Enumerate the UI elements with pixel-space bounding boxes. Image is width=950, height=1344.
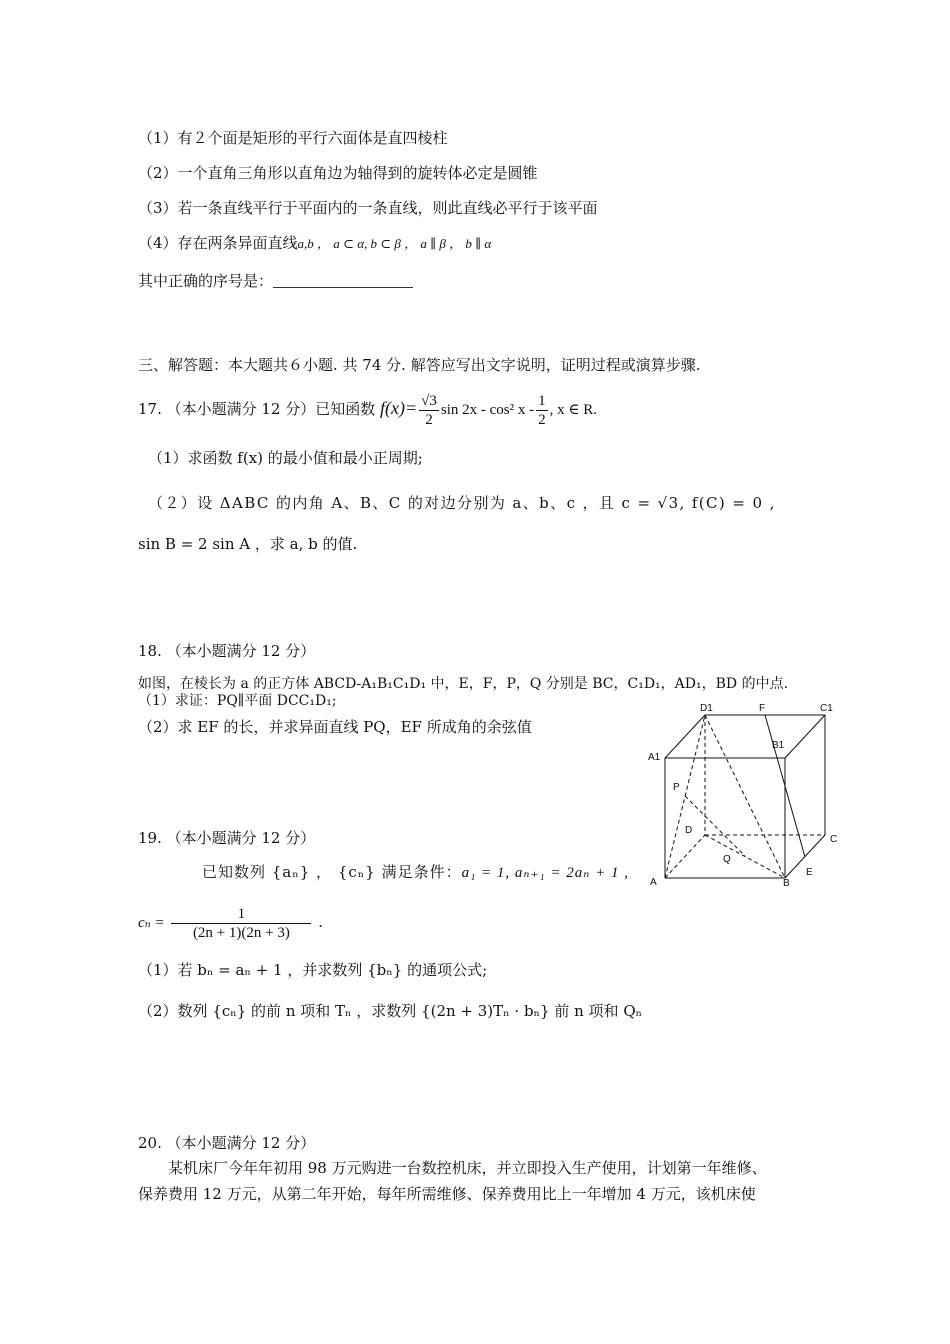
label-D1: D1 [700,703,713,714]
q17-frac-num: √3 [421,392,437,409]
q17-frac-half [536,392,548,429]
q17-frac-den: 2 [425,411,433,428]
q19-part2: （2）数列 {cₙ} 的前 n 项和 Tₙ ，求数列 {(2n + 3)Tₙ · bₙ} 前 n 项和 Qₙ [138,1002,643,1020]
label-C1: C1 [820,703,833,714]
q20-line1: 某机床厂今年年初用 98 万元购进一台数控机床，并立即投入生产使用，计划第一年维修、 [168,1159,767,1177]
q19-cn-def: cₙ = $\frac{1}{(2n + 1)(2n + 3)}$ . [138,905,323,941]
q17-expr-tail: , x ∈ R. [549,402,597,418]
statement-4 [138,233,491,254]
label-B1: B1 [772,740,785,751]
statement-2: （2）一个直角三角形以直角边为轴得到的旋转体必定是圆锥 [138,164,538,182]
answer-prompt: 其中正确的序号是： [138,272,274,290]
q20-line2: 保养费用 12 万元，从第二年开始，每年所需维修、保养费用比上一年增加 4 万元，该机床使 [138,1185,756,1203]
answer-blank[interactable] [273,273,413,288]
label-F: F [759,703,766,714]
q18-heading: 18. （本小题满分 12 分） [138,642,316,660]
q19-conditions [202,862,629,883]
q17-half-num: 1 [538,392,546,409]
label-A: A [650,877,657,888]
answer-line [138,271,413,291]
label-Q: Q [723,854,731,865]
q18-intro: 如图，在棱长为 a 的正方体 ABCD-A₁B₁C₁D₁ 中，E，F，P，Q 分别是 BC，C₁D₁，AD₁，BD 的中点. [138,676,789,692]
q17-heading: 17. （本小题满分 12 分）已知函数 [138,400,376,418]
q19-cn-frac [171,905,311,942]
label-P: P [673,782,680,793]
q19-cn-num: 1 [171,905,311,924]
q17-heading-line [138,386,597,430]
q17-fx: f(x)= [380,398,418,418]
statement-1: （1）有２个面是矩形的平行六面体是直四棱柱 [138,129,448,147]
cube-figure [640,700,850,895]
q17-frac-sqrt3 [419,392,439,429]
q19-cn-lhs: cₙ = [138,915,165,931]
statement-4-prefix: （4）存在两条异面直线 [138,234,298,252]
q19-heading: 19. （本小题满分 12 分） [138,829,316,847]
statement-3: （3）若一条直线平行于平面内的一条直线，则此直线必平行于该平面 [138,199,598,217]
q18-part1: （1）求证：PQ∥平面 DCC₁D₁; [138,693,337,709]
label-A1: A1 [648,752,661,763]
label-C: C [830,834,838,845]
q17-part2a: （２）设 ΔABC 的内角 A、B、C 的对边分别为 a、b、c ，且 c = √3, f(C) = 0 , [148,494,776,512]
q17-part1: （1）求函数 f(x) 的最小值和最小正周期; [148,449,423,467]
q17-half-den: 2 [538,411,546,428]
statement-4-math: a,b ， a ⊂ α, b ⊂ β ， a ∥ β ， b ∥ α [297,236,492,251]
q19-cond-math: a₁ = 1, aₙ₊₁ = 2aₙ + 1 , [461,865,629,881]
label-D: D [685,825,693,836]
q17-part2b: sin B = 2 sin A ，求 a, b 的值. [138,535,358,553]
label-B: B [783,878,790,889]
q17-expr-mid: sin 2x - cos² x - [440,402,535,418]
q18-part2: （2）求 EF 的长，并求异面直线 PQ，EF 所成角的余弦值 [138,718,532,736]
section-header: 三、解答题：本大题共６小题. 共 74 分. 解答应写出文字说明，证明过程或演算步骤. [138,356,701,374]
label-E: E [806,867,813,878]
q19-cond-prefix: 已知数列 {aₙ} ， {cₙ} 满足条件： [202,863,462,881]
q19-cn-den: (2n + 1)(2n + 3) [192,924,290,941]
q19-part1: （1）若 bₙ = aₙ + 1 ，并求数列 {bₙ} 的通项公式; [138,961,488,979]
q20-heading: 20. （本小题满分 12 分） [138,1134,316,1152]
